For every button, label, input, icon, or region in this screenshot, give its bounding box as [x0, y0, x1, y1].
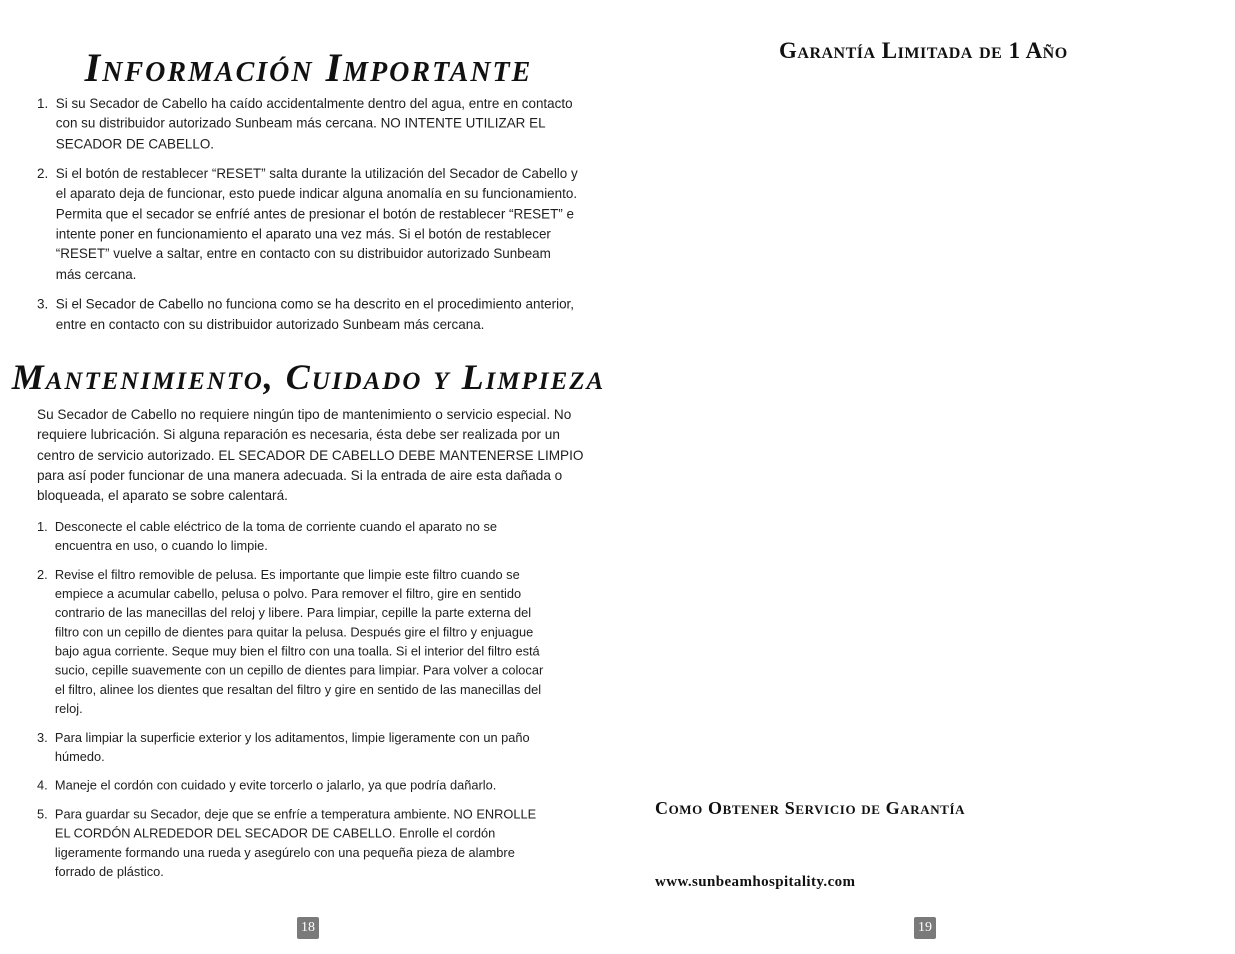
list-item [37, 518, 553, 556]
list-item-number: 2. [37, 166, 49, 182]
website-link[interactable]: www.sunbeamhospitality.com [655, 874, 856, 890]
list-item-text: Desconecte el cable eléctrico de la toma de corriente cuando el aparato no se encuentra en uso, o cuando lo limpie. [54, 519, 497, 554]
warranty-service-title: Como Obtener Servicio de Garantía [655, 798, 966, 818]
list-item-text: Si su Secador de Cabello ha caído accidentalmente dentro del agua, entre en contacto con su distribuidor autorizado Sunbeam más cercana. NO INTENTE UTILIZAR EL SECADOR DE CABELLO. [55, 95, 573, 151]
list-item [37, 164, 579, 284]
list-item-number: 3. [37, 296, 49, 312]
list-item [37, 729, 553, 767]
list-item-text: Para guardar su Secador, deje que se enfríe a temperatura ambiente. NO ENROLLE EL CORDÓN ALREDEDOR DEL SECADOR DE CABELLO. Enrolle el cordón ligeramente formando una rueda y asegúrelo con una pequeña pieza de alambre forrado de plástico. [54, 807, 537, 879]
warranty-title: Garantía Limitada de 1 Año [779, 38, 1068, 63]
list-item-text: Si el botón de restablecer “RESET” salta durante la utilización del Secador de Cabello y el aparato deja de funcionar, esto puede indicar alguna anomalía en su funcionamiento. Permita que el secador se enfríé antes de presionar el botón de restablecer “RESET” e intente poner en funcionamiento el aparato una vez más. Si el botón de restablecer “RESET” vuelve a saltar, entre en contacto con su distribuidor autorizado Sunbeam más cercana. [55, 166, 578, 282]
list-item [37, 805, 553, 881]
page-number-18: 18 [297, 917, 319, 939]
left-page [0, 0, 617, 954]
list-item [37, 777, 553, 796]
important-information-list [37, 94, 579, 345]
list-item [37, 566, 553, 719]
list-item-number: 3. [37, 730, 48, 745]
heading-maintenance-care-cleaning: Mantenimiento, Cuidado y Limpieza [11, 357, 606, 397]
right-page [617, 0, 1235, 954]
list-item-text: Revise el filtro removible de pelusa. Es importante que limpie este filtro cuando se empiece a acumular cabello, pelusa o polvo. Para remover el filtro, gire en sentido contrario de las manecillas del reloj y libere. Para limpiar, cepille la parte externa del filtro con un cepillo de dientes para quitar la pelusa. Después gire el filtro y enjuague bajo agua corriente. Seque muy bien el filtro con una toalla. Si el interior del filtro está sucio, cepille suavemente con un cepillo de dientes para limpiar. Para volver a colocar el filtro, alinee los dientes que resaltan del filtro y gire en sentido de las manecillas del reloj. [54, 567, 544, 716]
list-item-text: Maneje el cordón con cuidado y evite torcerlo o jalarlo, ya que podría dañarlo. [54, 778, 497, 793]
list-item-number: 4. [37, 778, 48, 793]
list-item-number: 1. [37, 519, 48, 535]
page-number-19: 19 [914, 917, 936, 939]
list-item [37, 295, 579, 335]
heading-important-information: Información Importante [84, 45, 533, 90]
list-item-text: Para limpiar la superficie exterior y los aditamentos, limpie ligeramente con un paño húmedo. [54, 730, 530, 764]
list-item-number: 2. [37, 567, 48, 582]
maintenance-list [37, 518, 553, 892]
list-item-text: Si el Secador de Cabello no funciona como se ha descrito en el procedimiento anterior, entre en contacto con su distribuidor autorizado Sunbeam más cercana. [55, 296, 575, 332]
list-item [37, 94, 579, 154]
list-item-number: 1. [37, 95, 49, 111]
list-item-number: 5. [37, 807, 48, 822]
maintenance-paragraph: Su Secador de Cabello no requiere ningún tipo de mantenimiento o servicio especial. No requiere lubricación. Si alguna reparación es necesaria, ésta debe ser realizada por un centro de servicio autorizado. EL SECADOR DE CABELLO DEBE MANTENERSE LIMPIO para así poder funcionar de una manera adecuada. Si la entrada de aire esta dañada o bloqueada, el aparato se sobre calentará. [37, 407, 584, 504]
